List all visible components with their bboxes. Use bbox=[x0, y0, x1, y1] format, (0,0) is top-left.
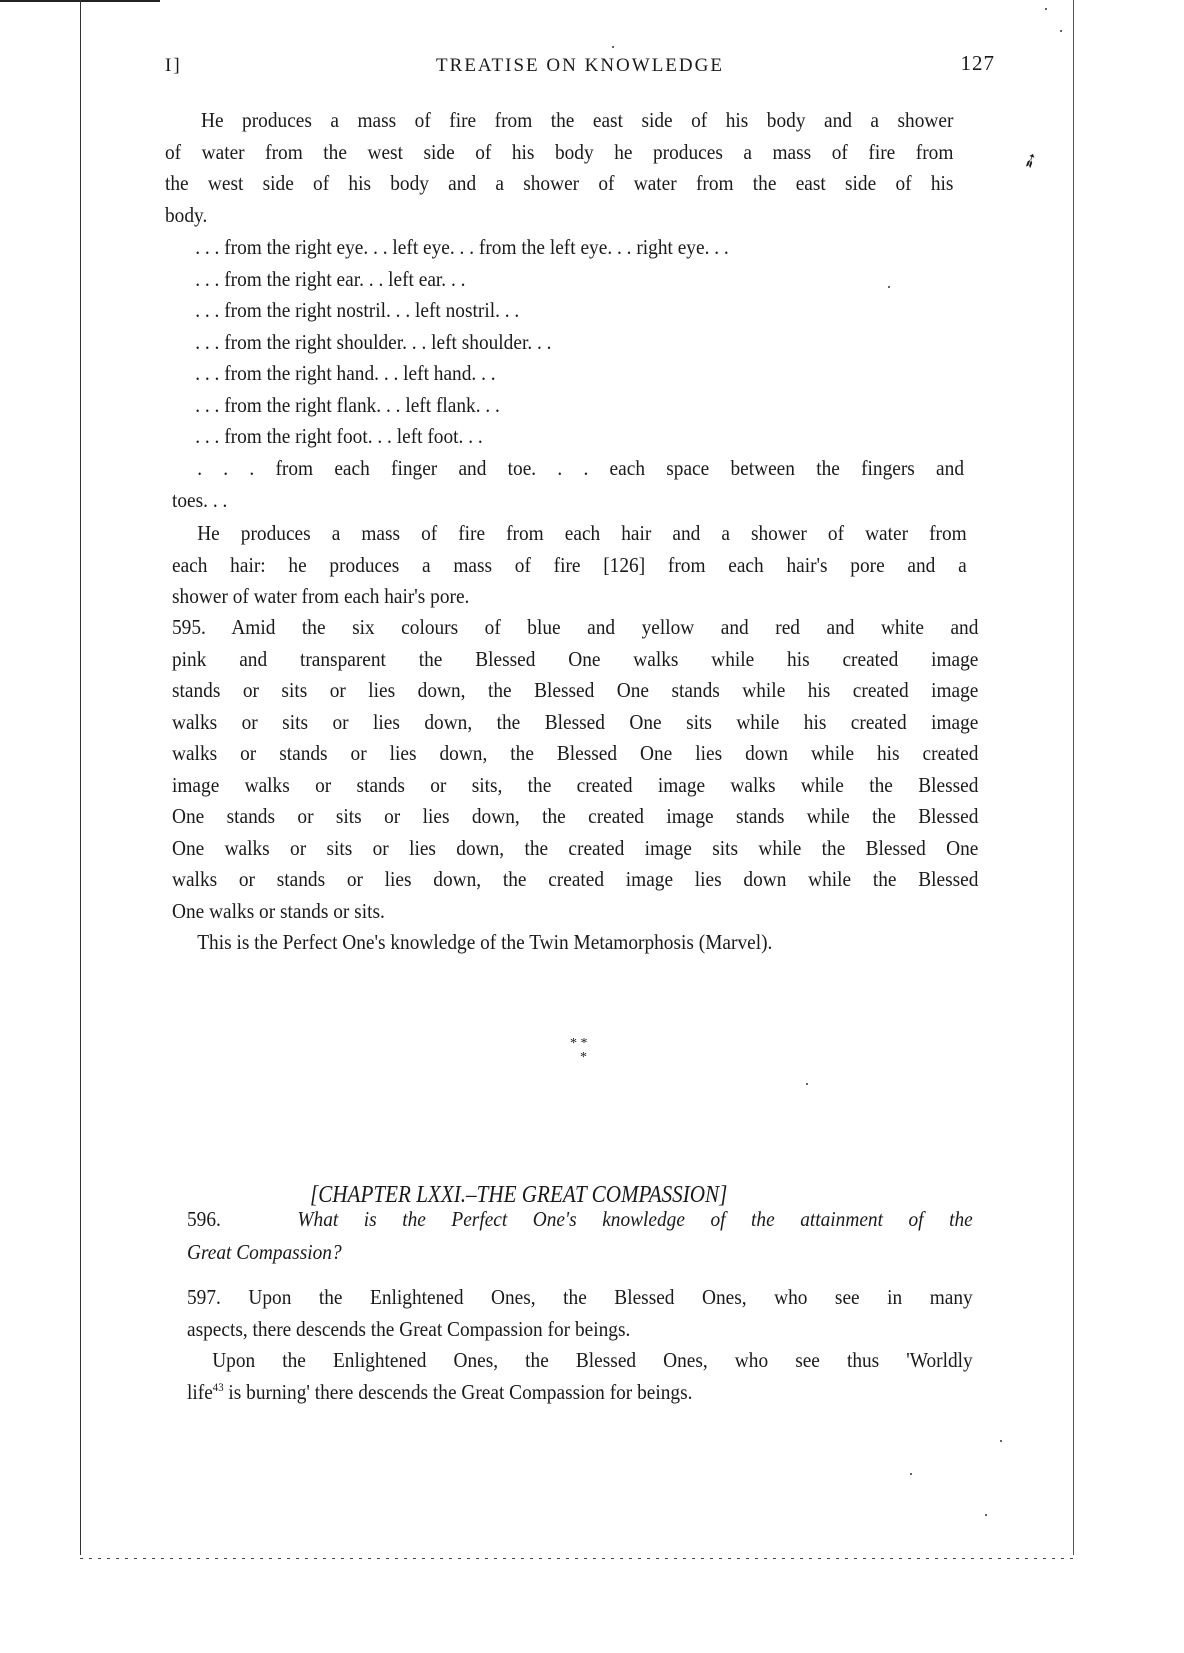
text-line: 597. Upon the Enlightened Ones, the Blessed Ones, who see in many bbox=[187, 1285, 973, 1309]
paragraph-hair bbox=[172, 518, 967, 613]
text-line: One walks or stands or sits. bbox=[172, 898, 385, 923]
page-number: 127 bbox=[960, 51, 995, 75]
text-line: shower of water from each hair's pore. bbox=[172, 584, 470, 608]
text-line: walks or sits or lies down, the Blessed One sits while his created image bbox=[172, 709, 979, 734]
text-line: aspects, there descends the Great Compassion for beings. bbox=[187, 1316, 631, 1341]
scan-speckle bbox=[910, 1473, 912, 1475]
text-fragment: is burning' there descends the Great Compassion for beings. bbox=[223, 1379, 693, 1404]
text-line: image walks or stands or sits, the created image walks while the Blessed bbox=[172, 772, 979, 797]
running-head bbox=[165, 51, 995, 85]
paragraph-number: 596. bbox=[187, 1207, 221, 1231]
section-asterism bbox=[570, 1037, 588, 1065]
chapter-heading: [CHAPTER LXXI.–THE GREAT COMPASSION] bbox=[310, 1182, 728, 1208]
scan-speckle bbox=[1045, 8, 1047, 10]
text-fragment: life bbox=[187, 1379, 213, 1404]
text-line: He produces a mass of fire from the east side of his body and a shower bbox=[201, 108, 954, 132]
list-item: . . . from the right eye. . . left eye. . . from the left eye. . . right eye. . . bbox=[195, 235, 729, 259]
text-line: of water from the west side of his body he produces a mass of fire from bbox=[165, 139, 954, 164]
text-line: each hair: he produces a mass of fire [126] from each hair's pore and a bbox=[172, 552, 967, 577]
list-item: . . . from the right hand. . . left hand. . . bbox=[195, 361, 496, 385]
scan-speckle bbox=[1060, 30, 1062, 32]
text-line: Great Compassion? bbox=[187, 1240, 342, 1264]
paragraph-596 bbox=[187, 1203, 973, 1269]
paragraph-fire-water bbox=[165, 105, 953, 231]
scan-frame-left bbox=[80, 0, 81, 1555]
text-line bbox=[187, 1203, 973, 1236]
scan-speckle bbox=[612, 46, 614, 48]
footnote-reference[interactable]: 43 bbox=[212, 1379, 224, 1394]
list-item: . . . from the right ear. . . left ear. . . bbox=[195, 266, 466, 291]
scan-speckle bbox=[888, 286, 890, 288]
closing-line: This is the Perfect One's knowledge of the Twin Metamorphosis (Marvel). bbox=[197, 930, 773, 954]
asterism-row: * bbox=[580, 1050, 587, 1065]
text-line: Upon the Enlightened Ones, the Blessed Ones, who see thus 'Worldly bbox=[212, 1348, 973, 1372]
scan-speckle bbox=[1000, 1440, 1002, 1442]
text-line: the west side of his body and a shower of water from the east side of his bbox=[165, 171, 954, 195]
text-line: One stands or sits or lies down, the created image stands while the Blessed bbox=[172, 804, 979, 828]
finger-toe-item bbox=[172, 453, 964, 516]
list-item: . . . from the right foot. . . left foot. . . bbox=[195, 424, 483, 448]
text-line bbox=[187, 1377, 973, 1409]
text-line: . . . from each finger and toe. . . each space between the fingers and bbox=[197, 456, 964, 480]
text-line: body. bbox=[165, 202, 208, 227]
question-text: What is the Perfect One's knowledge of the attainment of the bbox=[297, 1207, 973, 1231]
scan-frame-right bbox=[1073, 0, 1074, 1555]
text-line: walks or stands or lies down, the created image lies down while the Blessed bbox=[172, 867, 979, 891]
text-line: He produces a mass of fire from each hair and a shower of water from bbox=[197, 521, 967, 545]
text-line: toes. . . bbox=[172, 487, 228, 512]
text-line: 595. Amid the six colours of blue and yellow and red and white and bbox=[172, 615, 979, 639]
margin-mark-icon: ➶ bbox=[1018, 147, 1043, 175]
asterism-row: * * bbox=[570, 1036, 588, 1051]
list-item: . . . from the right flank. . . left flank. . . bbox=[195, 392, 500, 417]
body-parts-list bbox=[170, 232, 962, 453]
scan-speckle bbox=[806, 1083, 808, 1085]
text-line: walks or stands or lies down, the Blessed One lies down while his created bbox=[172, 741, 979, 765]
paragraph-595 bbox=[172, 612, 978, 959]
list-item: . . . from the right nostril. . . left nostril. . . bbox=[195, 298, 520, 322]
paragraph-597 bbox=[187, 1282, 973, 1408]
text-line: pink and transparent the Blessed One walks while his created image bbox=[172, 646, 979, 671]
scan-frame-bottom bbox=[80, 1558, 1075, 1559]
scan-speckle bbox=[985, 1514, 987, 1516]
running-head-title: TREATISE ON KNOWLEDGE bbox=[436, 55, 724, 76]
list-item: . . . from the right shoulder. . . left shoulder. . . bbox=[195, 329, 552, 354]
text-line: One walks or sits or lies down, the created image sits while the Blessed One bbox=[172, 835, 979, 860]
running-head-mark: I] bbox=[165, 55, 182, 76]
text-line: stands or sits or lies down, the Blessed One stands while his created image bbox=[172, 678, 979, 702]
